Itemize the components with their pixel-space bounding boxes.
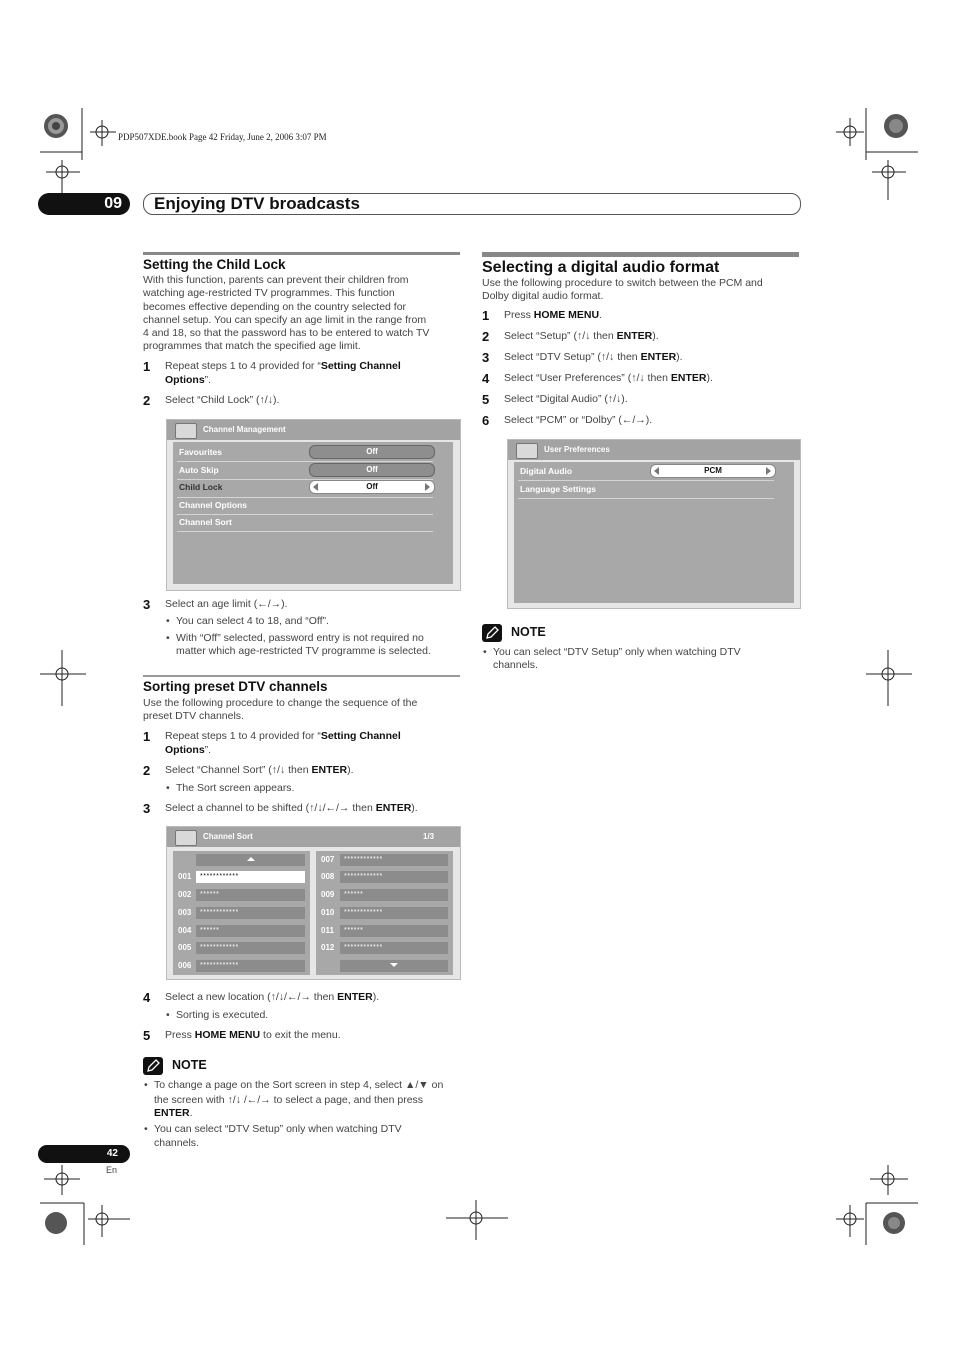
channel-slot[interactable]: ************ bbox=[196, 907, 305, 919]
scroll-down-button[interactable] bbox=[340, 960, 448, 972]
step-text: Select an age limit (←/→). bbox=[165, 598, 288, 610]
note-line: channels. bbox=[493, 659, 538, 671]
step-text-part: Select “DTV Setup” (↑/↓ then bbox=[504, 351, 641, 363]
channel-slot[interactable]: ************ bbox=[340, 854, 448, 866]
registration-mark-bottom-left bbox=[40, 1165, 140, 1245]
step-text-part: Press bbox=[165, 1029, 195, 1041]
step-text-part: Select “Channel Sort” (↑/↓ then bbox=[165, 764, 312, 776]
arrow-left-icon[interactable] bbox=[313, 483, 318, 491]
step-number: 1 bbox=[143, 359, 151, 374]
menu-item-channel-options[interactable]: Channel Options bbox=[179, 500, 247, 510]
step-text-part: Select a channel to be shifted (↑/↓/←/→ then bbox=[165, 802, 376, 814]
row-divider bbox=[177, 497, 433, 498]
section-rule bbox=[143, 252, 460, 255]
channel-number: 009 bbox=[321, 890, 335, 899]
note-line bbox=[154, 1107, 193, 1121]
intro-line: Use the following procedure to switch between the PCM and bbox=[482, 277, 763, 289]
note-line: • To change a page on the Sort screen in step 4, select ▲/▼ on bbox=[154, 1079, 444, 1091]
step-text-part: Select “Setup” (↑/↓ then bbox=[504, 330, 617, 342]
step-text bbox=[165, 764, 354, 778]
step-bold: ENTER bbox=[670, 372, 707, 384]
step-text bbox=[504, 309, 602, 323]
channel-sort-screen bbox=[166, 826, 461, 980]
channel-number: 007 bbox=[321, 855, 335, 864]
step-bold: ENTER bbox=[616, 330, 653, 342]
auto-skip-value[interactable]: Off bbox=[309, 463, 435, 477]
intro-line: programmes that match the specified age limit. bbox=[143, 340, 361, 353]
arrow-left-icon[interactable] bbox=[654, 467, 659, 475]
step-text-part: ). bbox=[347, 764, 354, 776]
chapter-number: 09 bbox=[38, 193, 130, 215]
step-number: 3 bbox=[482, 350, 490, 365]
arrow-down-icon bbox=[390, 963, 398, 967]
step-text bbox=[504, 393, 628, 407]
step-number: 5 bbox=[143, 1028, 151, 1043]
chapter-title: Enjoying DTV broadcasts bbox=[154, 194, 360, 213]
step-text-part: Repeat steps 1 to 4 provided for “ bbox=[165, 730, 321, 742]
registration-mark-bottom-center bbox=[446, 1200, 510, 1240]
step-number: 2 bbox=[143, 763, 151, 778]
screen-body bbox=[173, 442, 453, 584]
step-text bbox=[165, 991, 379, 1005]
channel-number: 003 bbox=[178, 908, 192, 917]
step-text bbox=[504, 372, 713, 386]
intro-line: preset DTV channels. bbox=[143, 710, 244, 723]
scroll-up-button[interactable] bbox=[196, 854, 305, 866]
step-number: 5 bbox=[482, 392, 490, 407]
step-text-part: ). bbox=[411, 802, 418, 814]
menu-item-auto-skip[interactable]: Auto Skip bbox=[179, 465, 219, 475]
step-bold: Options bbox=[165, 743, 205, 756]
channel-number: 006 bbox=[178, 961, 192, 970]
screen-title: Channel Management bbox=[203, 425, 286, 434]
step-text bbox=[165, 730, 460, 757]
menu-item-favourites[interactable]: Favourites bbox=[179, 447, 222, 457]
screen-body bbox=[514, 462, 794, 603]
bullet-item: • Sorting is executed. bbox=[176, 1009, 268, 1023]
note-bullet: • You can select “DTV Setup” only when watching DTV bbox=[154, 1123, 402, 1137]
section-heading: Sorting preset DTV channels bbox=[143, 679, 328, 694]
step-text bbox=[165, 360, 460, 387]
step-text-part: Repeat steps 1 to 4 provided for “ bbox=[165, 360, 321, 372]
step-number: 3 bbox=[143, 801, 151, 816]
intro-line: becomes effective depending on the country selected for bbox=[143, 300, 407, 313]
channel-number: 010 bbox=[321, 908, 335, 917]
step-bold: Options bbox=[165, 373, 205, 386]
menu-item-digital-audio[interactable]: Digital Audio bbox=[520, 466, 573, 476]
row-divider bbox=[177, 461, 433, 462]
step-number: 6 bbox=[482, 413, 490, 428]
step-text-part: ”. bbox=[204, 373, 212, 386]
step-bold: HOME MENU bbox=[194, 1029, 261, 1041]
channel-slot[interactable]: ************ bbox=[196, 942, 305, 954]
step-bold: Setting Channel bbox=[320, 360, 401, 372]
note-bold: ENTER bbox=[154, 1107, 190, 1119]
channel-number: 002 bbox=[178, 890, 192, 899]
note-line: the screen with ↑/↓ /←/→ to select a page, and then press bbox=[154, 1094, 424, 1106]
step-text-part: ”. bbox=[204, 743, 212, 756]
intro-line: channel setup. You can specify an age limit in the range from bbox=[143, 313, 427, 326]
intro-line: With this function, parents can prevent their children from bbox=[143, 274, 409, 286]
menu-item-channel-sort[interactable]: Channel Sort bbox=[179, 517, 232, 527]
note-bullet: • You can select “DTV Setup” only when watching DTV bbox=[493, 646, 741, 660]
channel-number: 005 bbox=[178, 943, 192, 952]
intro-line: Use the following procedure to change the sequence of the bbox=[143, 697, 418, 709]
channel-number: 008 bbox=[321, 872, 335, 881]
registration-mark-mid-right bbox=[866, 646, 916, 706]
step-number: 2 bbox=[482, 329, 490, 344]
step-text-part: ). bbox=[706, 372, 713, 384]
step-number: 3 bbox=[143, 597, 151, 612]
step-text-part: ). bbox=[676, 351, 683, 363]
step-text bbox=[165, 1029, 341, 1043]
channel-slot[interactable]: ****** bbox=[196, 925, 305, 937]
channel-slot[interactable]: ************ bbox=[340, 907, 448, 919]
registration-mark-mid-left bbox=[40, 646, 90, 706]
menu-icon bbox=[175, 830, 197, 846]
section-intro bbox=[482, 277, 802, 304]
step-text-part: Select “User Preferences” (↑/↓ then bbox=[504, 372, 671, 384]
screen-title: Channel Sort bbox=[203, 832, 253, 841]
step-text-part: Select “PCM” or “Dolby” (←/→). bbox=[504, 414, 653, 426]
note-title: NOTE bbox=[172, 1058, 207, 1072]
note-pencil-icon bbox=[143, 1057, 163, 1075]
step-number: 1 bbox=[482, 308, 490, 323]
step-text bbox=[504, 414, 652, 428]
step-text-part: to exit the menu. bbox=[260, 1029, 341, 1041]
channel-slot[interactable]: ************ bbox=[340, 871, 448, 883]
note-bullet bbox=[154, 1079, 459, 1093]
section-intro bbox=[143, 697, 463, 724]
registration-mark-top-right bbox=[818, 100, 918, 160]
step-text bbox=[165, 802, 418, 816]
menu-icon bbox=[516, 443, 538, 459]
menu-item-child-lock[interactable]: Child Lock bbox=[179, 482, 223, 492]
favourites-value[interactable]: Off bbox=[309, 445, 435, 459]
note-title: NOTE bbox=[511, 625, 546, 639]
screen-title: User Preferences bbox=[544, 445, 610, 454]
row-divider bbox=[177, 531, 433, 532]
step-number: 2 bbox=[143, 393, 151, 408]
channel-slot[interactable]: ************ bbox=[340, 942, 448, 954]
step-bold: ENTER bbox=[337, 991, 373, 1003]
channel-slot[interactable]: ************ bbox=[196, 871, 305, 883]
registration-mark-top-right-2 bbox=[872, 160, 912, 200]
section-intro bbox=[143, 274, 463, 354]
step-text: Select “Child Lock” (↑/↓). bbox=[165, 394, 280, 406]
file-info: PDP507XDE.book Page 42 Friday, June 2, 2006 3:07 PM bbox=[118, 132, 327, 142]
step-bold: ENTER bbox=[640, 351, 677, 363]
step-number: 4 bbox=[143, 990, 151, 1005]
step-bold: Setting Channel bbox=[320, 730, 401, 742]
section-rule bbox=[143, 675, 460, 677]
intro-line: Dolby digital audio format. bbox=[482, 290, 604, 303]
child-lock-value[interactable]: Off bbox=[309, 480, 435, 494]
note-line: channels. bbox=[154, 1137, 199, 1149]
intro-line: watching age-restricted TV programmes. This function bbox=[143, 287, 395, 300]
channel-number: 001 bbox=[178, 872, 192, 881]
channel-slot[interactable]: ************ bbox=[196, 960, 305, 972]
language-code: En bbox=[106, 1165, 118, 1175]
bullet-item: • You can select 4 to 18, and “Off”. bbox=[176, 615, 329, 629]
menu-icon bbox=[175, 423, 197, 439]
step-text-part: ). bbox=[652, 330, 659, 342]
step-number: 1 bbox=[143, 729, 151, 744]
arrow-right-icon[interactable] bbox=[766, 467, 771, 475]
step-text bbox=[504, 351, 683, 365]
section-heading: Setting the Child Lock bbox=[143, 257, 286, 272]
channel-number: 004 bbox=[178, 926, 192, 935]
step-bold: ENTER bbox=[375, 802, 412, 814]
step-text-part: Select a new location (↑/↓/←/→ then bbox=[165, 991, 338, 1003]
intro-line: 4 and 18, so that the password has to be entered to watch TV bbox=[143, 327, 430, 340]
menu-item-language-settings[interactable]: Language Settings bbox=[520, 484, 597, 494]
channel-slot[interactable]: ****** bbox=[340, 925, 448, 937]
registration-mark-top-left bbox=[40, 100, 120, 160]
bullet-item-cont: matter which age-restricted TV programme is selected. bbox=[176, 645, 431, 657]
channel-number: 012 bbox=[321, 943, 335, 952]
step-text-part: Select “Digital Audio” (↑/↓). bbox=[504, 393, 628, 405]
user-preferences-screen bbox=[507, 439, 801, 609]
channel-slot[interactable]: ****** bbox=[196, 889, 305, 901]
step-text-part: Press bbox=[504, 309, 534, 321]
step-text-part: ). bbox=[372, 991, 380, 1003]
channel-management-screen bbox=[166, 419, 461, 591]
bullet-item: • With “Off” selected, password entry is not required no bbox=[176, 632, 424, 646]
row-divider bbox=[518, 480, 774, 481]
page-indicator: 1/3 bbox=[423, 832, 435, 841]
step-number: 4 bbox=[482, 371, 490, 386]
step-text bbox=[504, 330, 659, 344]
row-divider bbox=[518, 498, 774, 499]
digital-audio-value[interactable]: PCM bbox=[650, 464, 776, 478]
section-heading: Selecting a digital audio format bbox=[482, 259, 720, 276]
channel-slot[interactable]: ****** bbox=[340, 889, 448, 901]
step-bold: HOME MENU bbox=[533, 309, 600, 321]
step-text-part: . bbox=[599, 309, 603, 321]
arrow-up-icon bbox=[247, 857, 255, 861]
note-pencil-icon bbox=[482, 624, 502, 642]
left-channel-column bbox=[173, 851, 310, 975]
registration-mark-bottom-right bbox=[818, 1165, 918, 1245]
page-number: 42 bbox=[38, 1145, 130, 1163]
step-bold: ENTER bbox=[311, 764, 348, 776]
right-channel-column bbox=[316, 851, 453, 975]
channel-number: 011 bbox=[321, 926, 334, 935]
bullet-item: • The Sort screen appears. bbox=[176, 782, 294, 796]
arrow-right-icon[interactable] bbox=[425, 483, 430, 491]
row-divider bbox=[177, 514, 433, 515]
section-rule bbox=[482, 252, 799, 257]
note-text-part: . bbox=[189, 1107, 193, 1119]
